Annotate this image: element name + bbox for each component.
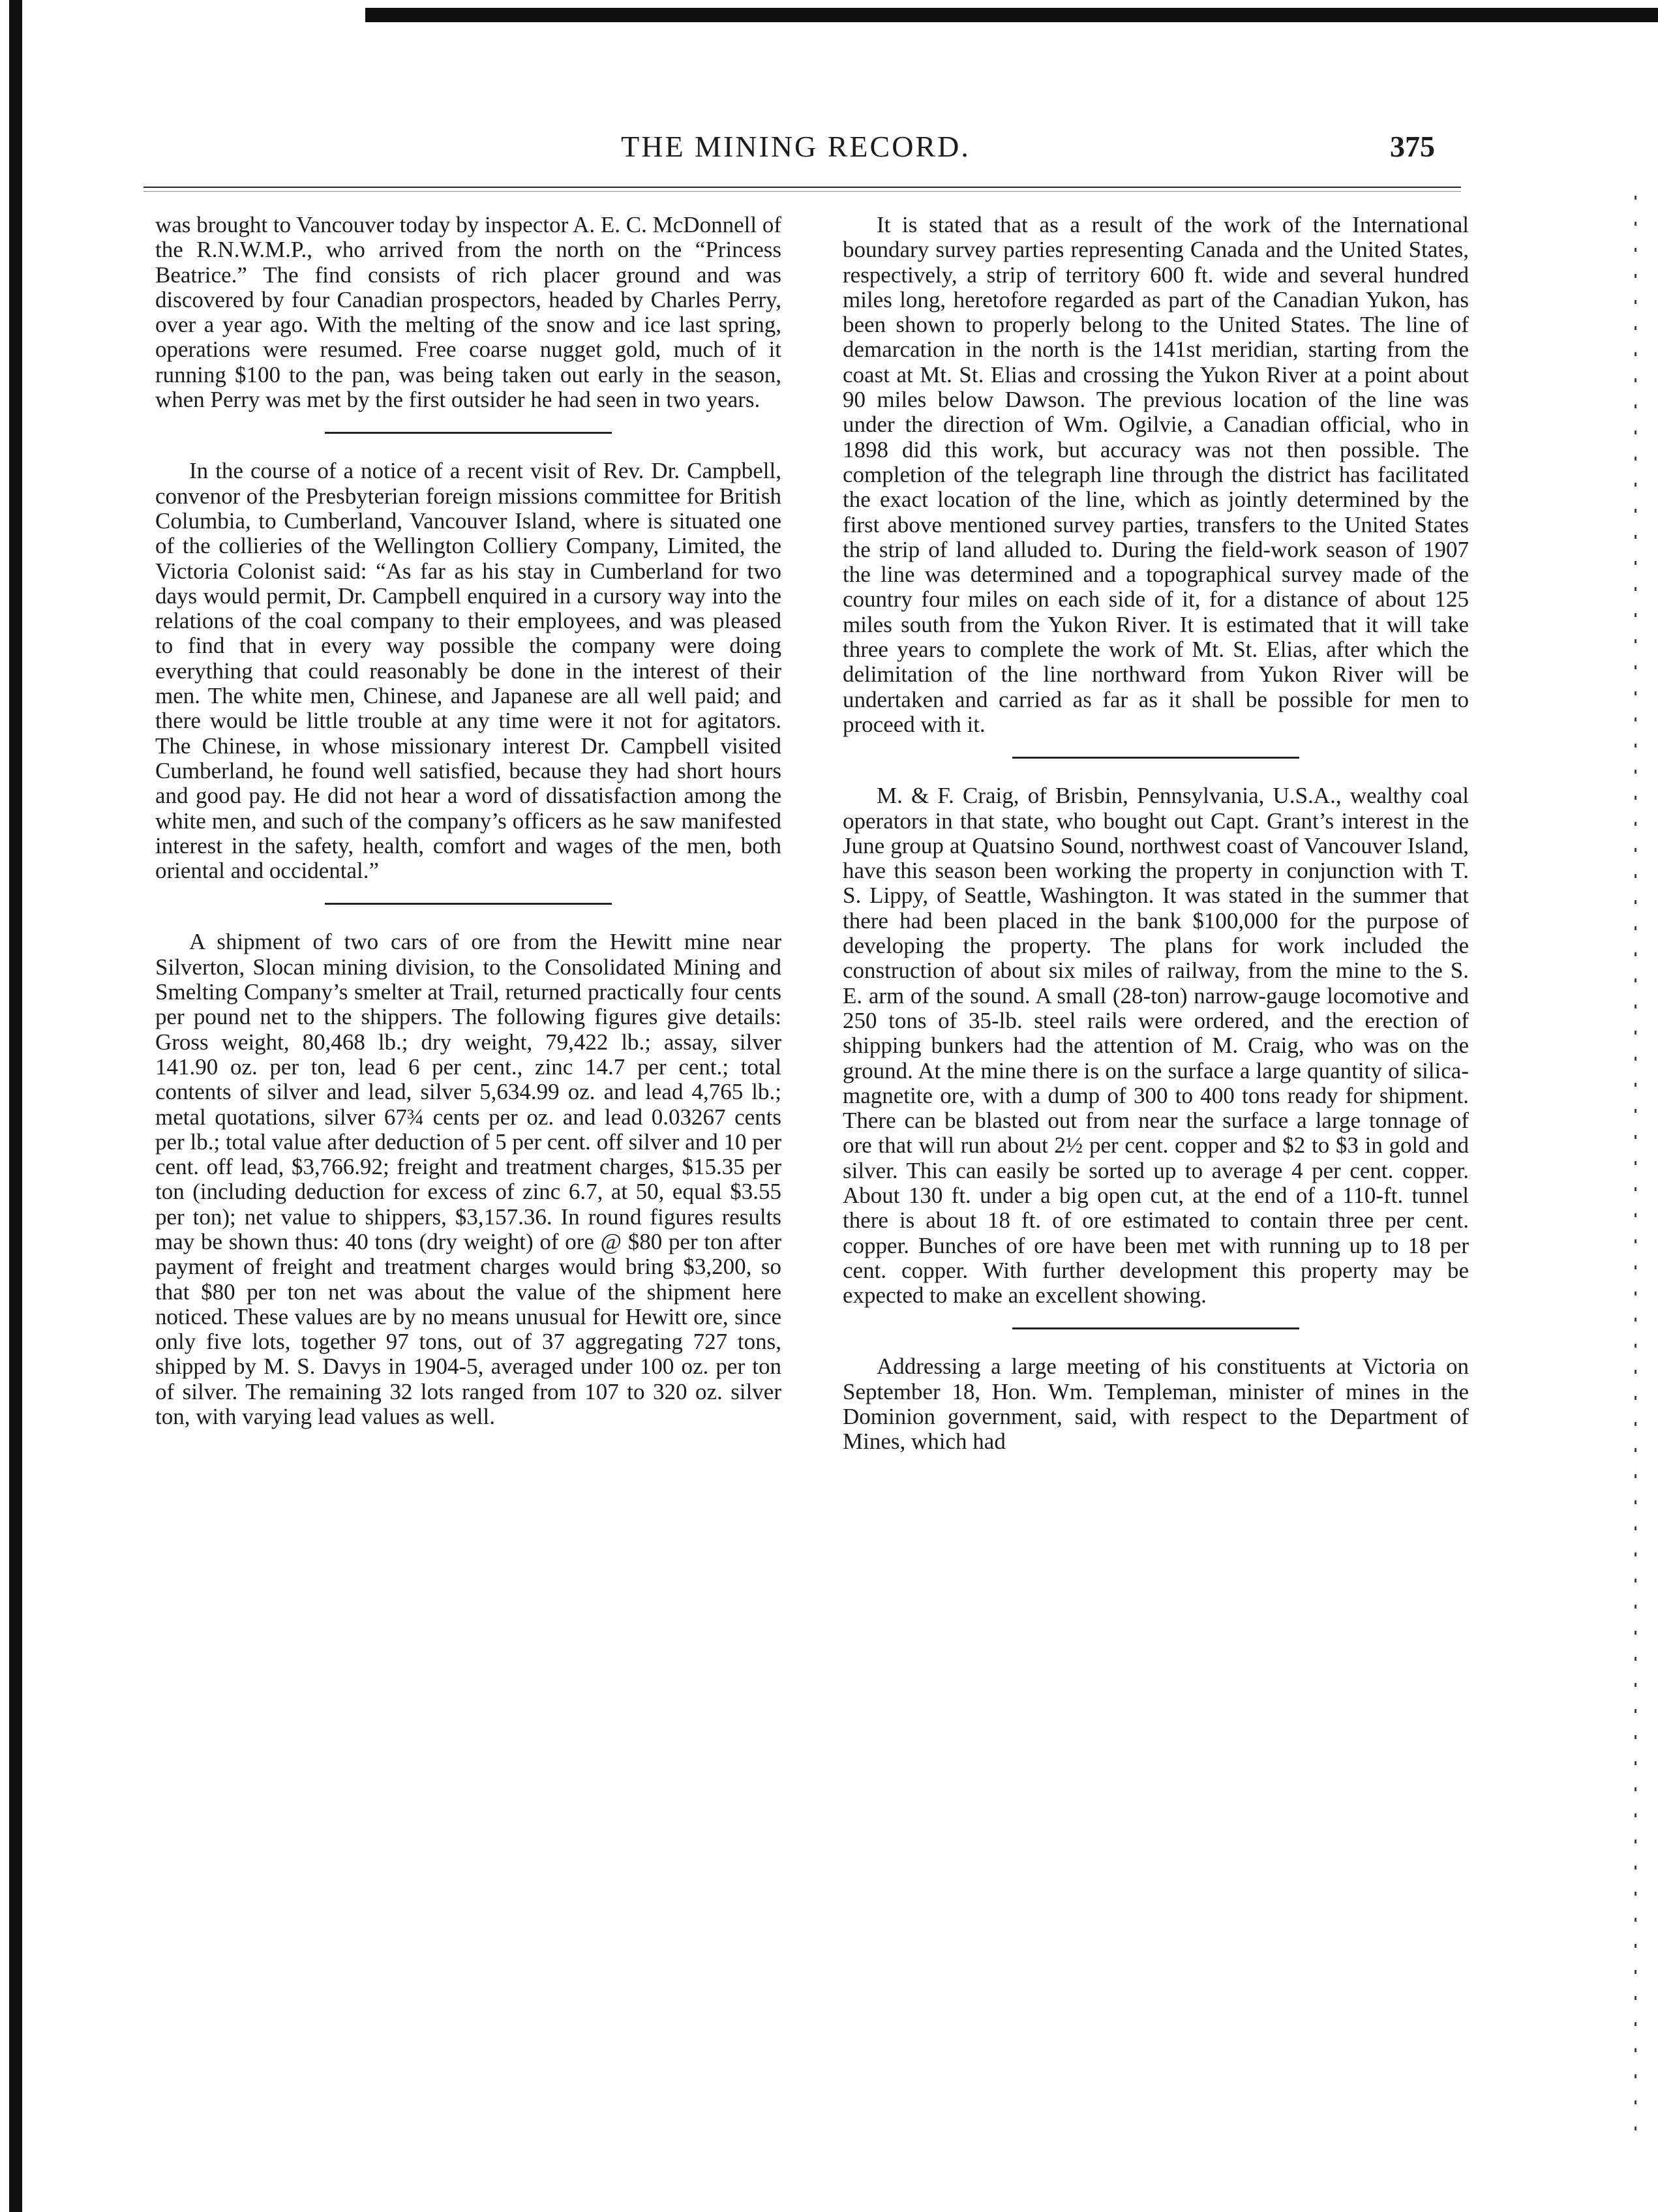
left-column xyxy=(155,213,781,1429)
page-number: 375 xyxy=(1390,130,1435,163)
right-column xyxy=(843,213,1469,1455)
section-divider xyxy=(325,903,612,905)
section-divider xyxy=(1012,1327,1299,1329)
header-rule xyxy=(143,187,1461,188)
paragraph-placer-find: was brought to Vancouver today by inspector A. E. C. McDonnell of the R.N.W.M.P., who arrived from the north on the “Princess Beatrice.” The find consists of rich placer ground and was discovered by four Canadian prospectors, headed by Charles Perry, over a year ago. With the melting of the snow and ice last spring, operations were resumed. Free coarse nugget gold, much of it running $100 to the pan, was being taken out early in the season, when Perry was met by the first outsider he had seen in two years. xyxy=(155,212,781,413)
paragraph-craig-property: M. & F. Craig, of Brisbin, Pennsylvania, U.S.A., wealthy coal operators in that state, who bought out Capt. Grant’s interest in the June group at Quatsino Sound, northwest coast of Vancouver Island, have this season been working the property in conjunction with T. S. Lippy, of Seattle, Washington. It was stated in the summer that there had been placed in the bank $100,000 for the purpose of developing the property. The plans for work included the construction of about six miles of railway, from the mine to the S. E. arm of the sound. A small (28-ton) narrow-gauge locomotive and 250 tons of 35-lb. steel rails were ordered, and the erection of shipping bunkers had the attention of M. Craig, who was on the ground. At the mine there is on the surface a large quantity of silica-magnetite ore, with a dump of 300 to 400 tons ready for shipment. There can be blasted out from near the surface a large tonnage of ore that will run about 2½ per cent. copper and $2 to $3 in gold and silver. This can easily be sorted up to average 4 per cent. copper. About 130 ft. under a big open cut, at the end of a 110-ft. tunnel there is about 18 ft. of ore estimated to contain three per cent. copper. Bunches of ore have been met with running up to 18 per cent. copper. With further development this property may be expected to make an excellent showing. xyxy=(843,783,1469,1309)
top-margin-rule xyxy=(365,8,1658,22)
paragraph-templeman-meeting: Addressing a large meeting of his constituents at Victoria on September 18, Hon. Wm. Templeman, minister of mines in the Dominion government, said, with respect to the Department of Mines, which had xyxy=(843,1354,1469,1455)
paragraph-cumberland-visit: In the course of a notice of a recent visit of Rev. Dr. Campbell, convenor of the Presbyterian foreign missions committee for British Columbia, to Cumberland, Vancouver Island, where is situated one of the collieries of the Wellington Colliery Company, Limited, the Victoria Colonist said: “As far as his stay in Cumberland for two days would permit, Dr. Campbell enquired in a cursory way into the relations of the coal company to their employees, and was pleased to find that in every way possible the company were doing everything that could reasonably be done in the interest of their men. The white men, Chinese, and Japanese are all well paid; and there would be little trouble at any time were it not for agitators. The Chinese, in whose missionary interest Dr. Campbell visited Cumberland, he found well satisfied, because they had short hours and good pay. He did not hear a word of dissatisfaction among the white men, and such of the company’s officers as he saw manifested interest in the safety, health, comfort and wages of the men, both oriental and occidental.” xyxy=(155,458,781,884)
section-divider xyxy=(1012,757,1299,759)
header-rule-thin xyxy=(143,191,1461,192)
section-divider xyxy=(325,432,612,434)
right-page-edge xyxy=(1635,196,1636,2153)
page-spine-edge xyxy=(9,0,22,2212)
page-header xyxy=(143,129,1461,181)
paragraph-hewitt-shipment: A shipment of two cars of ore from the Hewitt mine near Silverton, Slocan mining division, to the Consolidated Mining and Smelting Company’s smelter at Trail, returned practically four cents per pound net to the shippers. The following figures give details: Gross weight, 80,468 lb.; dry weight, 79,422 lb.; assay, silver 141.90 oz. per ton, lead 6 per cent., zinc 14.7 per cent.; total contents of silver and lead, silver 5,634.99 oz. and lead 4,765 lb.; metal quotations, silver 67¾ cents per oz. and lead 0.03267 cents per lb.; total value after deduction of 5 per cent. off silver and 10 per cent. off lead, $3,766.92; freight and treatment charges, $15.35 per ton (including deduction for excess of zinc 6.7, at 50, equal $3.55 per ton); net value to shippers, $3,157.36. In round figures results may be shown thus: 40 tons (dry weight) of ore @ $80 per ton after payment of freight and treatment charges would bring $3,200, so that $80 per ton net was about the value of the shipment here noticed. These values are by no means unusual for Hewitt ore, since only five lots, together 97 tons, out of 37 aggregating 727 tons, shipped by M. S. Davys in 1904-5, averaged under 100 oz. per ton of silver. The remaining 32 lots ranged from 107 to 320 oz. silver ton, with varying lead values as well. xyxy=(155,929,781,1430)
paragraph-boundary-survey: It is stated that as a result of the work of the International boundary survey parties representing Canada and the United States, respectively, a strip of territory 600 ft. wide and several hundred miles long, heretofore regarded as part of the Canadian Yukon, has been shown to properly belong to the United States. The line of demarcation in the north is the 141st meridian, starting from the coast at Mt. St. Elias and crossing the Yukon River at a point about 90 miles below Dawson. The previous location of the line was under the direction of Wm. Ogilvie, a Canadian official, who in 1898 did this work, but accuracy was not then possible. The completion of the telegraph line through the district has facilitated the exact location of the line, which as jointly determined by the first above mentioned survey parties, transfers to the United States the strip of land alluded to. During the field-work season of 1907 the line was determined and a topographical survey made of the country four miles on each side of it, for a distance of about 125 miles south from the Yukon River. It is estimated that it will take three years to complete the work of Mt. St. Elias, after which the delimitation of the line northward from Yukon River will be undertaken and carried as far as it shall be possible for men to proceed with it. xyxy=(843,212,1469,737)
running-title: THE MINING RECORD. xyxy=(621,130,971,163)
